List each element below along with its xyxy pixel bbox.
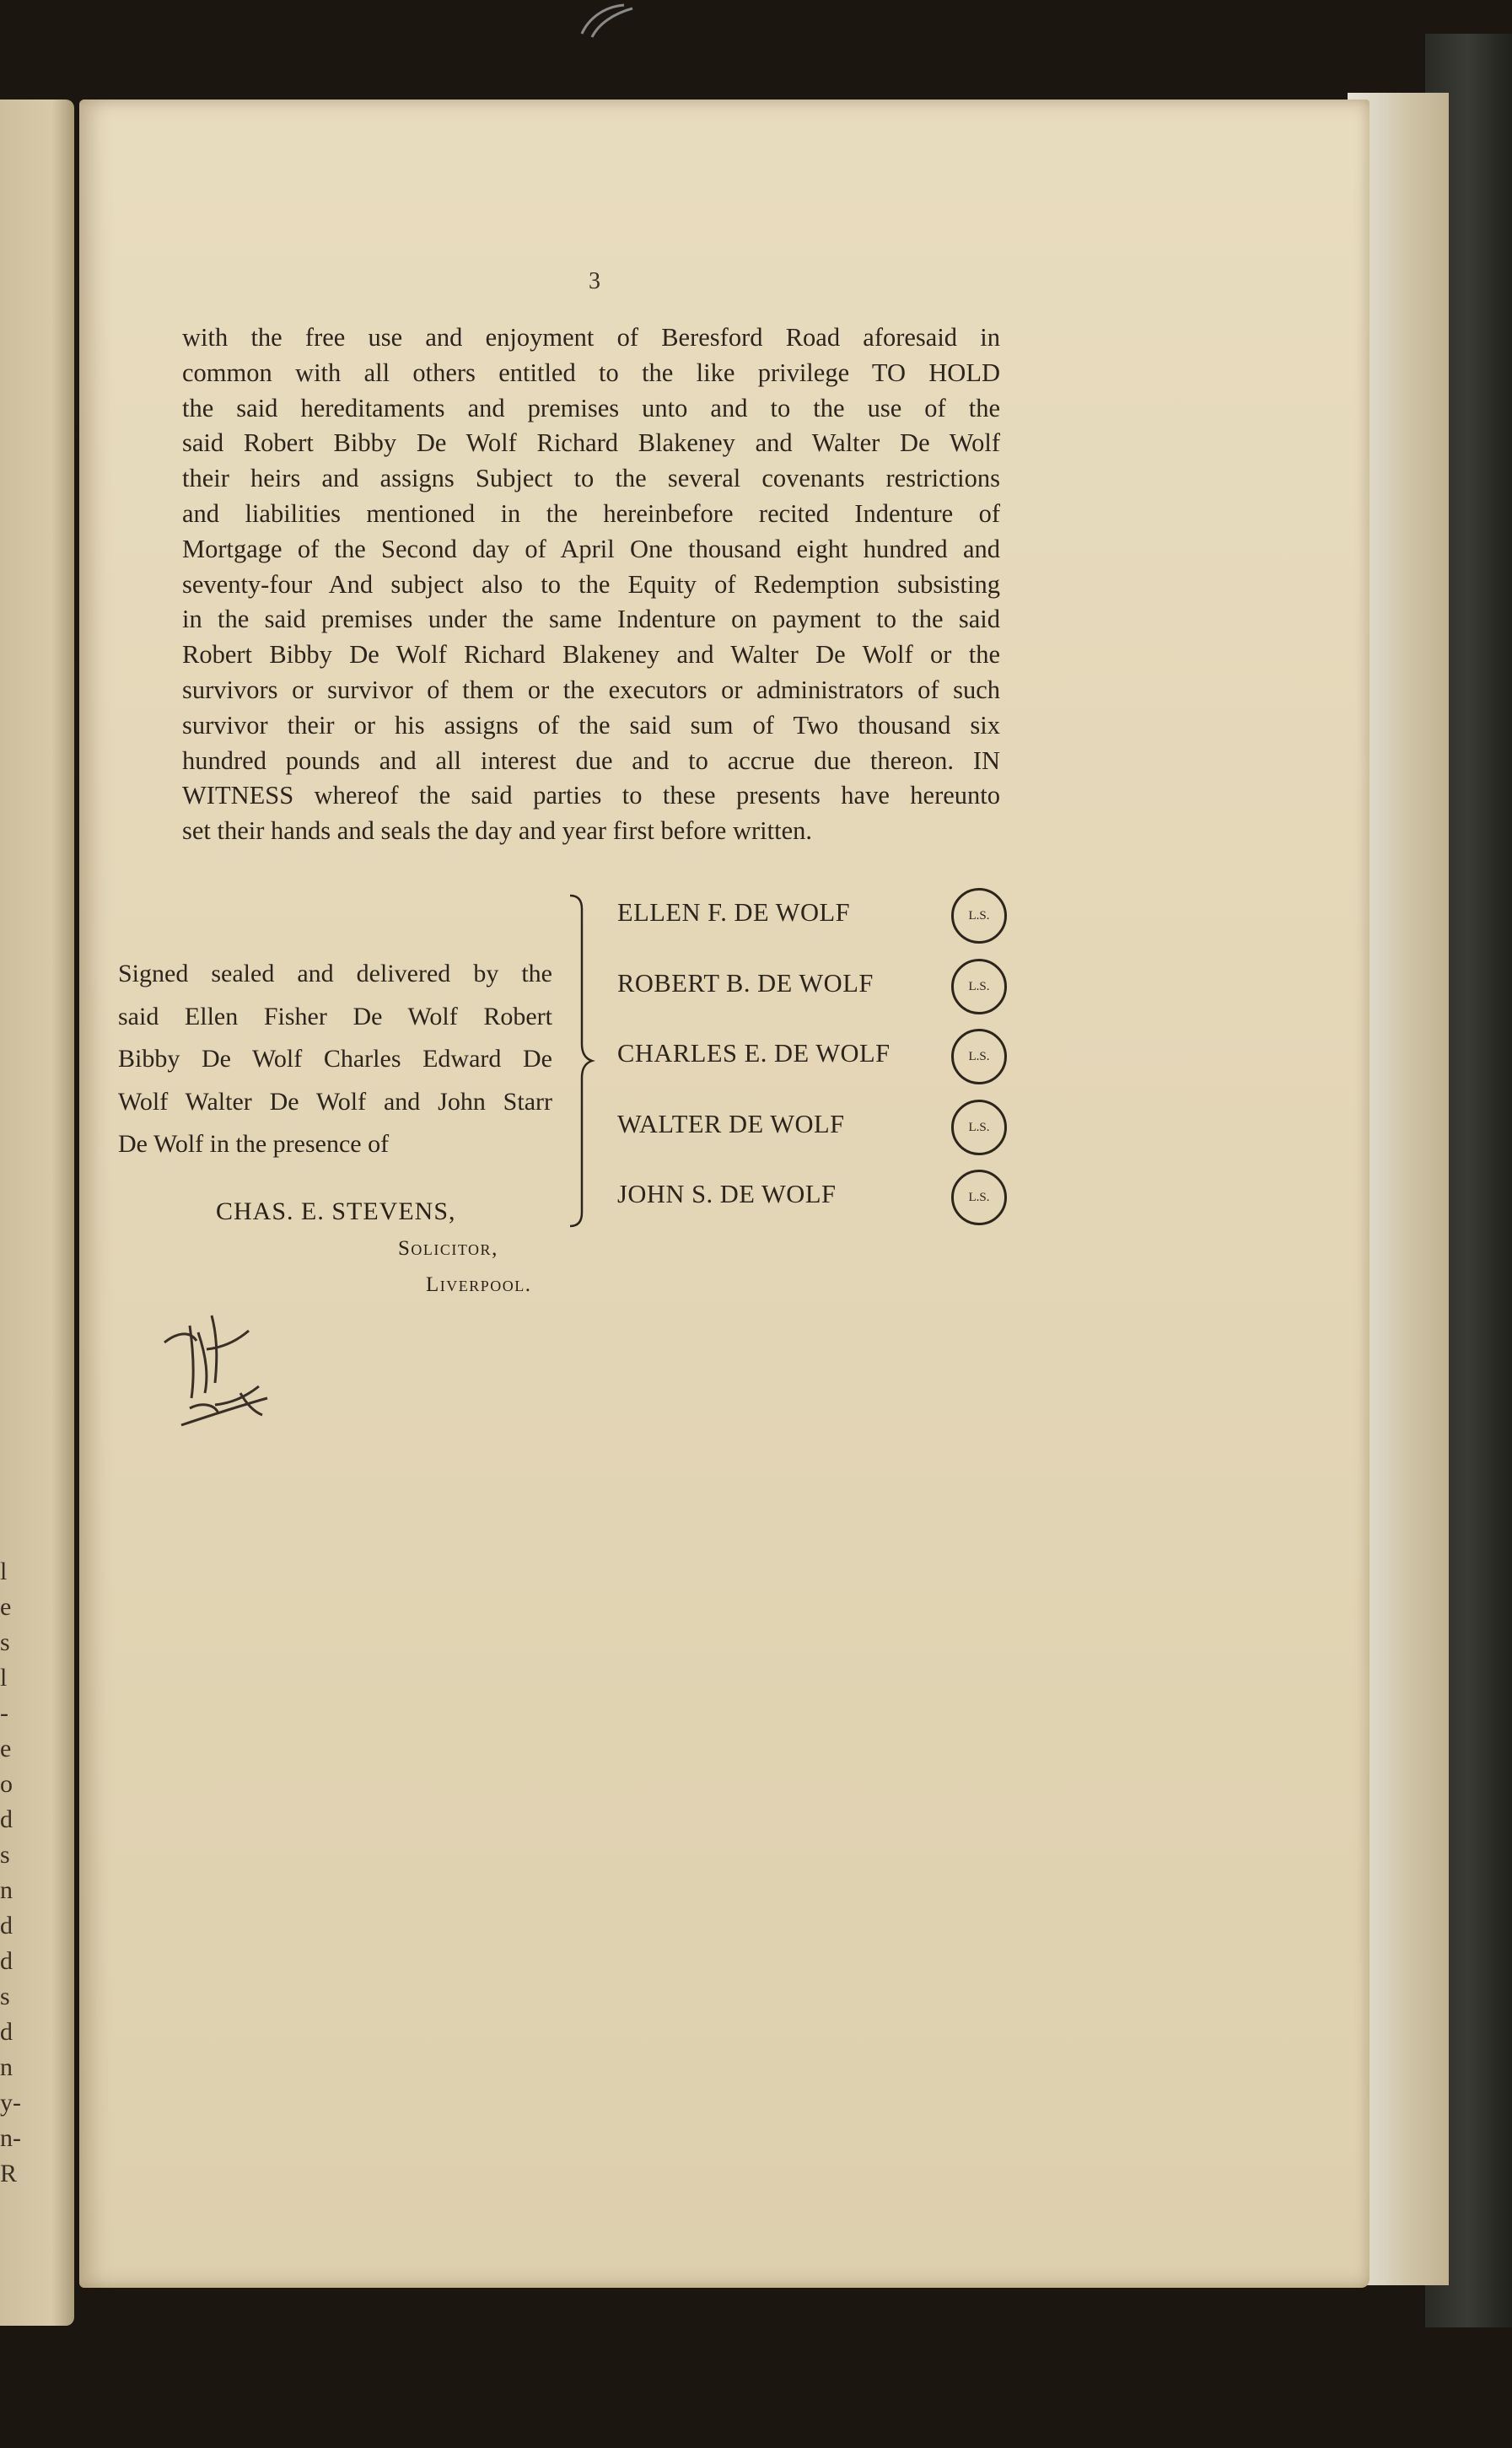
seal-mark: L.S. [951, 888, 1007, 944]
right-curly-brace [567, 892, 600, 1229]
edge-letter: n [0, 1876, 13, 1904]
edge-letter: y- [0, 2089, 21, 2117]
attestation-clause [118, 953, 552, 1166]
edge-letter: R [0, 2160, 18, 2187]
edge-letter: - [0, 1699, 8, 1727]
body-text-line: the said hereditaments and premises unto and to the use of the [182, 393, 1000, 422]
body-text-line: Mortgage of the Second day of April One thousand eight hundred and [182, 534, 1000, 563]
body-text-line: with the free use and enjoyment of Beresford Road aforesaid in [182, 323, 1000, 352]
attestation-line: said Ellen Fisher De Wolf Robert [118, 1002, 552, 1030]
body-text-line: seventy-four And subject also to the Equity of Redemption subsisting [182, 569, 1000, 599]
attestation-line: De Wolf in the presence of [118, 1130, 390, 1158]
edge-letter: d [0, 1912, 13, 1940]
signatory-name: CHARLES E. DE WOLF [617, 1039, 891, 1068]
edge-letter: e [0, 1593, 12, 1621]
edge-letter: l [0, 1664, 8, 1692]
edge-letter: n- [0, 2124, 21, 2152]
body-text-line: survivors or survivor of them or the executors or administrators of such [182, 675, 1000, 704]
left-facing-page [0, 100, 74, 2326]
page-number: 3 [589, 268, 600, 294]
signatory-name: ROBERT B. DE WOLF [617, 968, 874, 998]
body-text-line: common with all others entitled to the like privilege TO HOLD [182, 358, 1000, 387]
seal-mark: L.S. [951, 1100, 1007, 1155]
body-text-line: in the said premises under the same Indenture on payment to the said [182, 605, 1000, 634]
signatory-name: ELLEN F. DE WOLF [617, 898, 851, 927]
witness-city: Liverpool. [426, 1273, 532, 1296]
edge-letter: n [0, 2053, 13, 2081]
body-text-line: said Robert Bibby De Wolf Richard Blakeney and Walter De Wolf [182, 428, 1000, 458]
edge-letter: s [0, 1628, 10, 1656]
signatory-name: JOHN S. DE WOLF [617, 1180, 837, 1208]
body-text-line: their heirs and assigns Subject to the several covenants restrictions [182, 464, 1000, 493]
handwritten-initials [156, 1299, 274, 1434]
edge-letter: s [0, 1841, 10, 1869]
paperclip-icon [573, 0, 641, 42]
deed-body-text [182, 320, 1000, 849]
body-text-line: survivor their or his assigns of the said sum of Two thousand six [182, 710, 1000, 740]
body-text-line: and liabilities mentioned in the hereinbefore recited Indenture of [182, 498, 1000, 528]
attestation-line: Signed sealed and delivered by the [118, 960, 552, 987]
edge-letter: d [0, 1805, 13, 1833]
body-text-line: WITNESS whereof the said parties to these presents have hereunto [182, 781, 1000, 810]
witness-name: CHAS. E. STEVENS, [216, 1197, 456, 1225]
edge-letter: s [0, 1983, 10, 2010]
edge-letter: d [0, 2018, 13, 2046]
body-text-line: Robert Bibby De Wolf Richard Blakeney and Walter De Wolf or the [182, 640, 1000, 670]
signatory-name: WALTER DE WOLF [617, 1109, 845, 1138]
seal-mark: L.S. [951, 1170, 1007, 1225]
witness-title: Solicitor, [398, 1237, 498, 1260]
edge-letter: e [0, 1735, 12, 1762]
edge-letter: o [0, 1770, 13, 1798]
left-page-edge-letters [0, 1554, 25, 2192]
seal-mark: L.S. [951, 959, 1007, 1014]
body-text-line: hundred pounds and all interest due and to accrue due thereon. IN [182, 745, 1000, 775]
seal-mark: L.S. [951, 1029, 1007, 1084]
attestation-line: Bibby De Wolf Charles Edward De [118, 1045, 552, 1073]
attestation-line: Wolf Walter De Wolf and John Starr [118, 1087, 552, 1116]
edge-letter: l [0, 1558, 8, 1585]
body-text-line: set their hands and seals the day and year first before written. [182, 816, 812, 846]
edge-letter: d [0, 1947, 13, 1975]
